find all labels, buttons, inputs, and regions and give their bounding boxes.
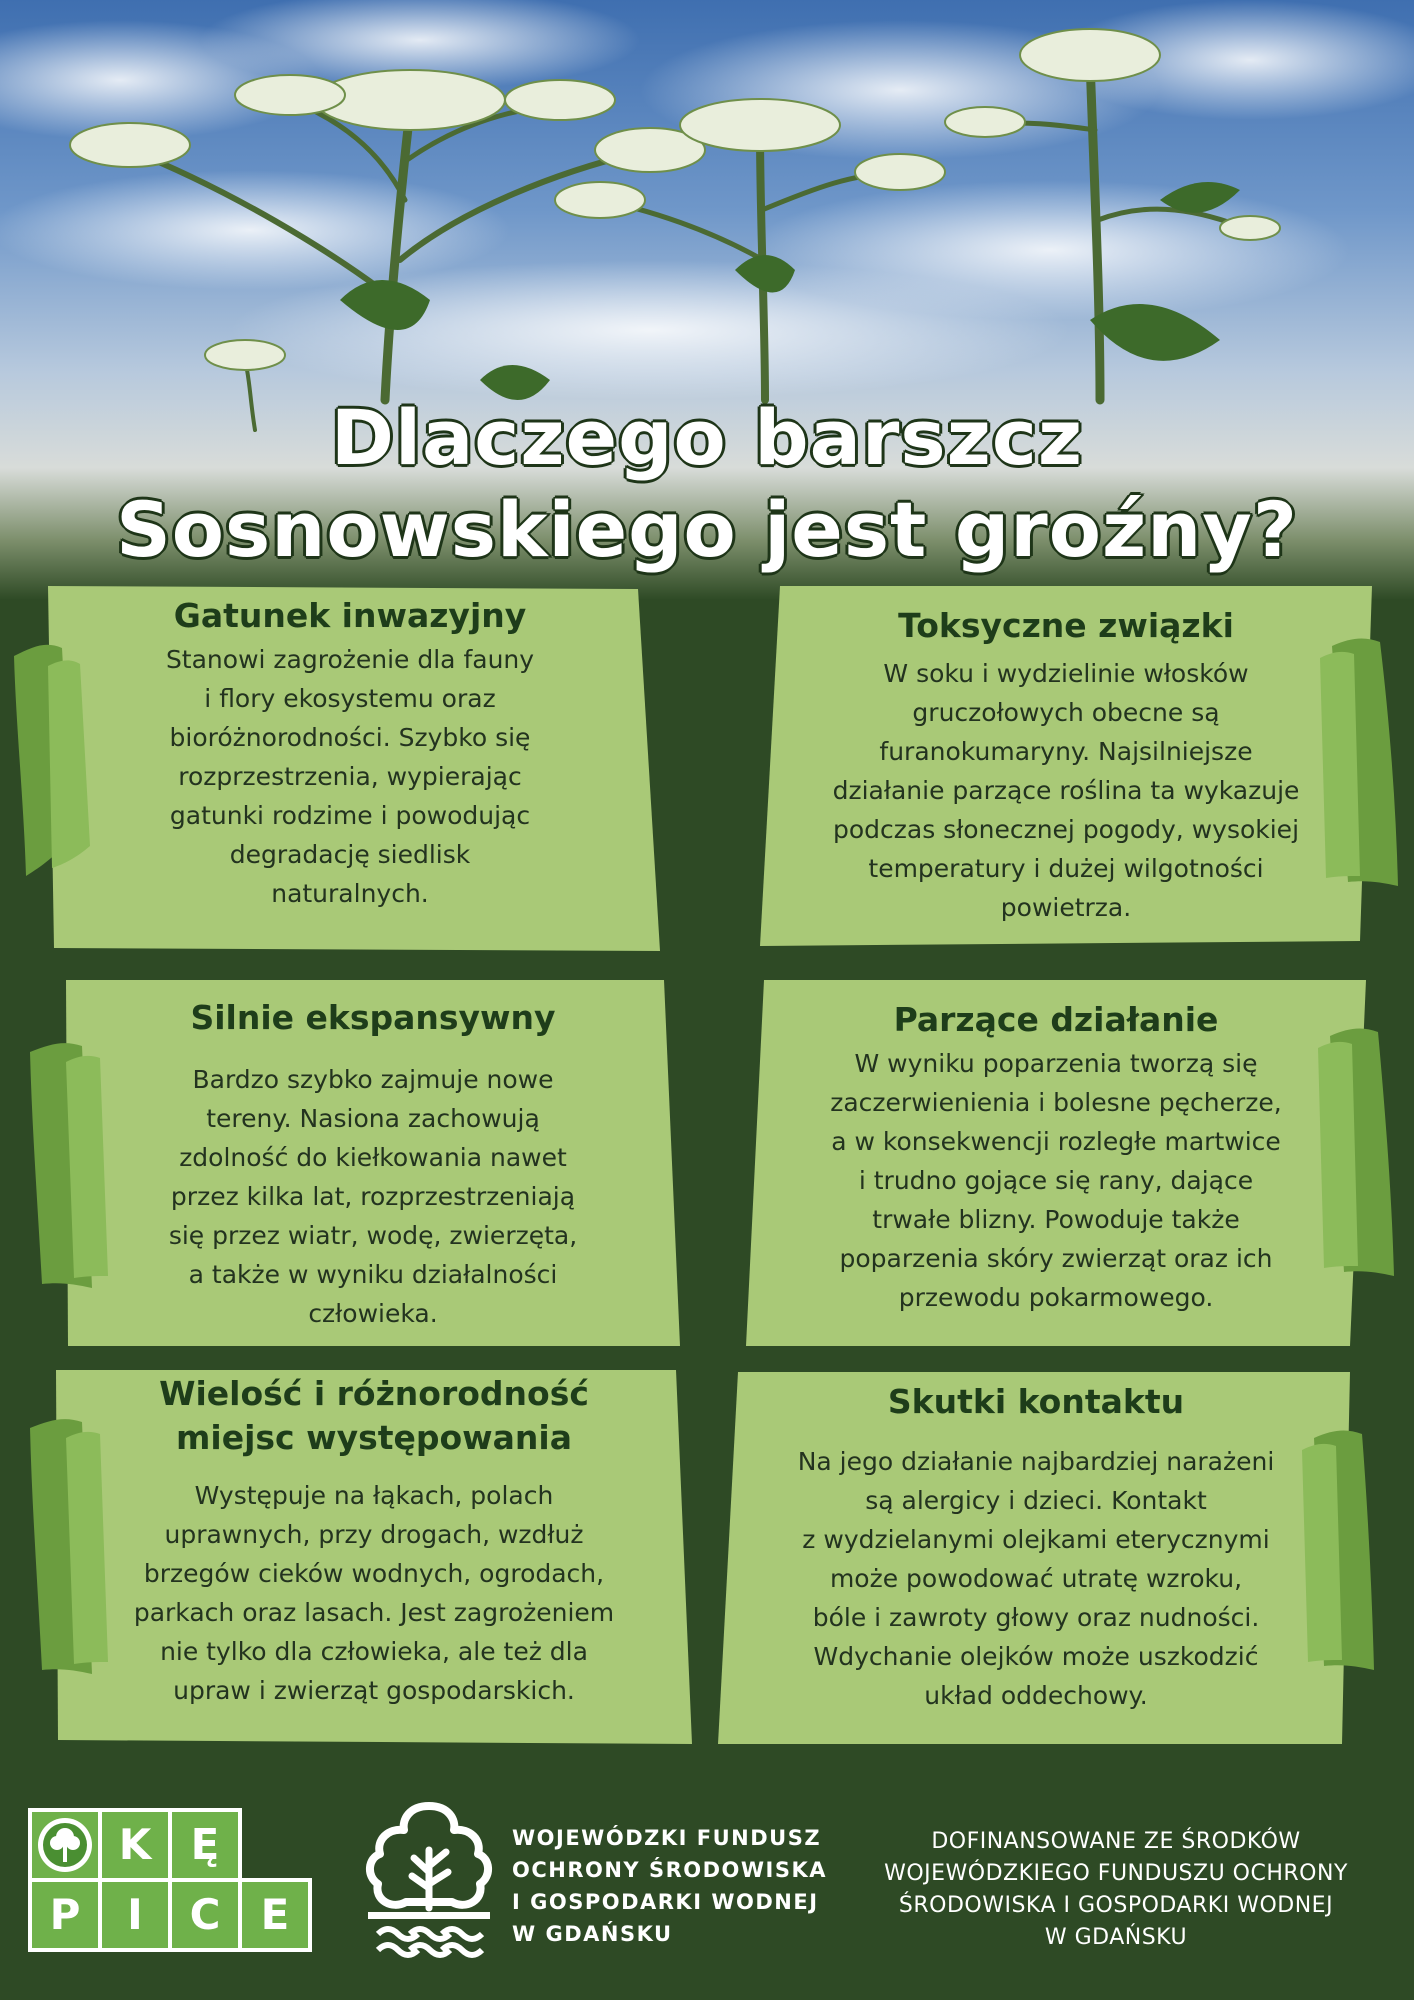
hero-photo	[0, 0, 1414, 600]
card-parzace-dzialanie	[746, 980, 1366, 1346]
card-text-line: może powodować utratę wzroku,	[829, 1564, 1243, 1593]
cofunding-line: ŚRODOWISKA I GOSPODARKI WODNEJ	[898, 1893, 1334, 1918]
fund-name-line: WOJEWÓDZKI FUNDUSZ	[512, 1826, 822, 1850]
kepice-logo-tree-cell	[28, 1808, 102, 1882]
card-text-line: a w konsekwencji rozległe martwice	[831, 1127, 1281, 1156]
card-heading-line: miejsc występowania	[176, 1418, 572, 1457]
card-text-line: tereny. Nasiona zachowują	[206, 1104, 540, 1133]
card-text-line: człowieka.	[308, 1299, 438, 1328]
card-text-line: a także w wyniku działalności	[188, 1260, 558, 1289]
kepice-logo-letter: C	[168, 1878, 242, 1952]
page-title	[0, 392, 1414, 576]
card-text-line: Wdychanie olejków może uszkodzić	[813, 1642, 1259, 1671]
card-text	[103, 1060, 643, 1333]
kepice-logo-letter: I	[98, 1878, 172, 1952]
card-text-line: i trudno gojące się rany, dające	[858, 1166, 1254, 1195]
fund-name	[512, 1822, 842, 1950]
card-text-line: nie tylko dla człowieka, ale też dla	[160, 1637, 588, 1666]
card-text-line: powietrza.	[1000, 893, 1132, 922]
card-text-line: poparzenia skóry zwierząt oraz ich	[839, 1244, 1273, 1273]
card-text-line: brzegów cieków wodnych, ogrodach,	[143, 1559, 605, 1588]
card-text	[90, 640, 610, 913]
fund-name-line: I GOSPODARKI WODNEJ	[512, 1890, 819, 1914]
card-text-line: gruczołowych obecne są	[912, 698, 1220, 727]
tree-icon	[32, 1812, 98, 1878]
title-line-1: Dlaczego barszcz	[330, 393, 1084, 482]
tree-roots-waves-icon	[364, 1796, 494, 1966]
title-line-2: Sosnowskiego jest groźny?	[116, 485, 1298, 574]
card-heading-line: Silnie ekspansywny	[190, 998, 556, 1037]
card-text-line: gatunki rodzime i powodując	[169, 801, 531, 830]
card-text-line: i flory ekosystemu oraz	[204, 684, 496, 713]
kepice-logo-letter: K	[98, 1808, 172, 1882]
card-text-line: działanie parzące roślina ta wykazuje	[832, 776, 1300, 805]
card-text-line: W soku i wydzielinie włosków	[883, 659, 1249, 688]
card-text-line: Występuje na łąkach, polach	[194, 1481, 554, 1510]
kepice-logo-letter: Ę	[168, 1808, 242, 1882]
card-wielosc-miejsc	[56, 1370, 692, 1744]
card-toksyczne-zwiazki	[760, 586, 1372, 946]
card-heading	[760, 586, 1372, 646]
card-silnie-ekspansywny	[66, 980, 680, 1346]
card-text-line: bóle i zawroty głowy oraz nudności.	[812, 1603, 1260, 1632]
cofunding-line: DOFINANSOWANE ZE ŚRODKÓW	[931, 1829, 1301, 1854]
card-text-line: bioróżnorodności. Szybko się	[169, 723, 531, 752]
card-text-line: degradację siedlisk	[229, 840, 471, 869]
kepice-logo-letter: P	[28, 1878, 102, 1952]
fund-name-line: W GDAŃSKU	[512, 1922, 673, 1946]
kepice-logo-letter: E	[238, 1878, 312, 1952]
card-text-line: temperatury i dużej wilgotności	[868, 854, 1264, 883]
card-text-line: zdolność do kiełkowania nawet	[179, 1143, 567, 1172]
card-heading	[746, 980, 1366, 1040]
card-text	[776, 1044, 1336, 1317]
card-text-line: układ oddechowy.	[924, 1681, 1148, 1710]
card-text-line: rozprzestrzenia, wypierając	[178, 762, 522, 791]
card-heading-line: Skutki kontaktu	[887, 1382, 1185, 1421]
card-heading	[56, 1370, 692, 1460]
card-heading-line: Parzące działanie	[893, 1000, 1219, 1039]
card-text-line: Na jego działanie najbardziej narażeni	[797, 1447, 1275, 1476]
card-text-line: uprawnych, przy drogach, wzdłuż	[164, 1520, 584, 1549]
card-heading-line: Gatunek inwazyjny	[173, 596, 527, 635]
card-text-line: upraw i zwierząt gospodarskich.	[173, 1676, 575, 1705]
card-heading	[40, 586, 660, 636]
card-heading	[718, 1372, 1354, 1422]
card-text	[736, 1442, 1336, 1715]
card-text-line: zaczerwienienia i bolesne pęcherze,	[830, 1088, 1282, 1117]
card-text-line: przewodu pokarmowego.	[898, 1283, 1214, 1312]
card-heading	[66, 980, 680, 1038]
card-text-line: są alergicy i dzieci. Kontakt	[865, 1486, 1207, 1515]
card-text-line: W wyniku poparzenia tworzą się	[854, 1049, 1258, 1078]
card-text-line: trwałe blizny. Powoduje także	[872, 1205, 1240, 1234]
card-text-line: Stanowi zagrożenie dla fauny	[165, 645, 535, 674]
cofunding-line: W GDAŃSKU	[1044, 1925, 1188, 1950]
card-text-line: z wydzielanymi olejkami eterycznymi	[802, 1525, 1270, 1554]
fund-name-line: OCHRONY ŚRODOWISKA	[512, 1858, 828, 1882]
card-text-line: przez kilka lat, rozprzestrzeniają	[170, 1182, 576, 1211]
card-text-line: naturalnych.	[271, 879, 429, 908]
kepice-logo	[28, 1808, 318, 1958]
card-text-line: parkach oraz lasach. Jest zagrożeniem	[133, 1598, 615, 1627]
card-text-line: się przez wiatr, wodę, zwierzęta,	[168, 1221, 578, 1250]
card-text	[74, 1476, 674, 1710]
card-skutki-kontaktu	[718, 1372, 1354, 1744]
card-gatunek-inwazyjny	[40, 586, 660, 951]
card-text-line: furanokumaryny. Najsilniejsze	[879, 737, 1253, 766]
card-text-line: Bardzo szybko zajmuje nowe	[192, 1065, 554, 1094]
cofunding-line: WOJEWÓDZKIEGO FUNDUSZU OCHRONY	[884, 1861, 1348, 1886]
cofunding-note	[842, 1826, 1390, 1954]
card-text-line: podczas słonecznej pogody, wysokiej	[832, 815, 1300, 844]
card-heading-line: Wielość i różnorodność	[159, 1374, 589, 1413]
card-text	[781, 654, 1351, 927]
card-heading-line: Toksyczne związki	[898, 606, 1234, 645]
